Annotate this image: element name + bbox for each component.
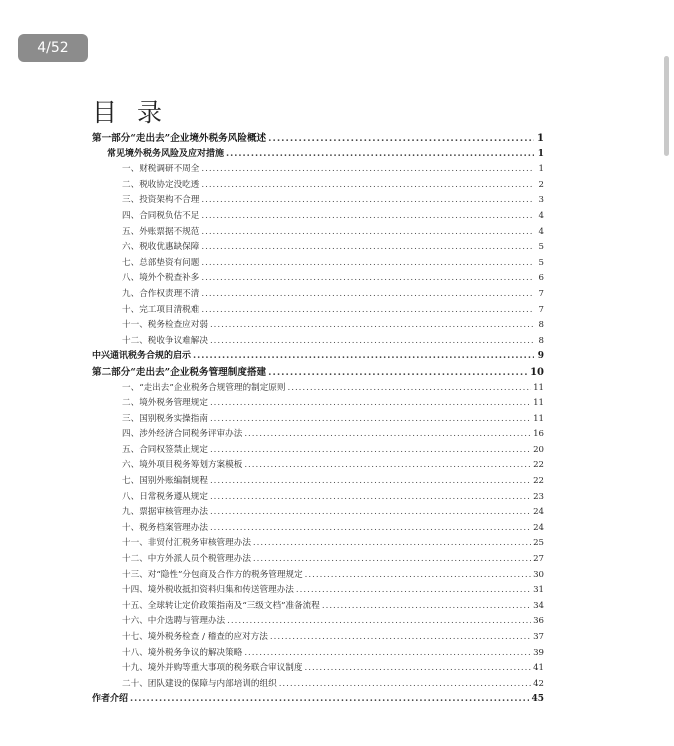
toc-section-heading[interactable] — [92, 349, 544, 365]
toc-entry-label: 十八、境外税务争议的解决策略 — [122, 647, 243, 658]
dot-leader — [201, 303, 534, 319]
toc-entry[interactable] — [92, 318, 544, 334]
dot-leader — [201, 256, 534, 272]
toc-page-number: 37 — [533, 632, 544, 642]
toc-entry-label: 十二、中方外派人员个税管理办法 — [122, 554, 251, 565]
toc-entry[interactable] — [92, 303, 544, 319]
dot-leader — [201, 287, 534, 303]
toc-entry-label: 八、日常税务遵从规定 — [122, 491, 208, 502]
dot-leader — [210, 396, 531, 412]
toc-entry-label: 第二部分“走出去”企业税务管理制度搭建 — [92, 366, 267, 378]
dot-leader — [244, 646, 531, 662]
toc-entry-label: 三、国别税务实操指南 — [122, 413, 208, 424]
toc-entry[interactable] — [92, 630, 544, 646]
dot-leader — [296, 583, 531, 599]
toc-page-number: 24 — [533, 507, 544, 518]
toc-entry-label: 二、境外税务管理规定 — [122, 398, 208, 409]
toc-entry-label: 六、境外项目税务筹划方案模板 — [122, 460, 243, 471]
dot-leader — [201, 240, 534, 256]
toc-entry-label: 四、涉外经济合同税务评审办法 — [122, 429, 243, 440]
dot-leader — [201, 162, 534, 178]
toc-page-number: 4 — [538, 210, 544, 221]
toc-entry-label: 一、“走出去”企业税务合规管理的制定原则 — [122, 382, 286, 393]
toc-entry[interactable] — [92, 458, 544, 474]
toc-entry-label: 九、合作权责理不清 — [122, 288, 200, 299]
dot-leader — [244, 458, 531, 474]
dot-leader — [244, 427, 531, 443]
toc-page-number: 39 — [533, 647, 544, 658]
dot-leader — [253, 552, 531, 568]
toc-page-number: 1 — [537, 148, 544, 159]
toc-entry-label: 十一、税务检查应对弱 — [122, 320, 208, 331]
dot-leader — [268, 365, 528, 381]
toc-section-heading[interactable] — [92, 692, 544, 708]
toc-page-number: 22 — [533, 460, 544, 471]
toc-entry-label: 第一部分“走出去”企业境外税务风险概述 — [92, 133, 267, 144]
toc-entry-label: 八、境外个税查补多 — [122, 273, 200, 284]
toc-page-number: 2 — [538, 179, 544, 190]
toc-entry[interactable] — [92, 193, 544, 209]
toc-page-number: 7 — [538, 288, 544, 299]
dot-leader — [201, 271, 534, 287]
toc-page-number: 22 — [533, 476, 544, 487]
toc-page-number: 30 — [533, 569, 544, 580]
dot-leader — [210, 505, 531, 521]
toc-section-heading[interactable] — [92, 147, 544, 163]
toc-entry-label: 十、完工项目清税难 — [122, 304, 200, 315]
dot-leader — [287, 381, 531, 397]
toc-entry-label: 十九、境外并购等重大事项的税务联合审议制度 — [122, 663, 303, 674]
dot-leader — [210, 474, 531, 490]
toc-entry[interactable] — [92, 178, 544, 194]
dot-leader — [253, 536, 531, 552]
toc-entry-label: 作者介绍 — [92, 694, 129, 705]
toc-entry[interactable] — [92, 521, 544, 537]
toc-page-number: 27 — [533, 554, 544, 565]
toc-part-heading[interactable] — [92, 131, 544, 147]
toc-entry-label: 常见境外税务风险及应对措施 — [107, 148, 225, 159]
dot-leader — [305, 568, 531, 584]
dot-leader — [201, 225, 534, 241]
dot-leader — [322, 599, 531, 615]
toc-page-number: 7 — [538, 304, 544, 315]
toc-page-number: 41 — [533, 663, 544, 674]
toc-title: 目 录 — [92, 98, 168, 127]
toc-entry[interactable] — [92, 427, 544, 443]
toc-page-number: 10 — [530, 366, 544, 378]
toc-part-heading[interactable] — [92, 365, 544, 381]
toc-entry-label: 七、国别外账编制规程 — [122, 476, 208, 487]
toc-page-number: 24 — [533, 522, 544, 533]
page-indicator: 4/52 — [18, 34, 88, 62]
toc-entry[interactable] — [92, 536, 544, 552]
dot-leader — [210, 412, 531, 428]
toc-entry[interactable] — [92, 505, 544, 521]
toc-page-number: 16 — [533, 429, 544, 440]
toc-entry[interactable] — [92, 583, 544, 599]
toc-entry[interactable] — [92, 474, 544, 490]
toc-entry[interactable] — [92, 381, 544, 397]
toc-entry[interactable] — [92, 209, 544, 225]
toc-entry-label: 十六、中介选聘与管理办法 — [122, 616, 226, 627]
toc-page-number: 11 — [533, 382, 544, 393]
toc-entry[interactable] — [92, 646, 544, 662]
toc-entry[interactable] — [92, 287, 544, 303]
toc-entry[interactable] — [92, 614, 544, 630]
toc-entry[interactable] — [92, 256, 544, 272]
toc-entry[interactable] — [92, 568, 544, 584]
toc-entry-label: 十二、税收争议难解决 — [122, 335, 208, 346]
dot-leader — [210, 443, 531, 459]
dot-leader — [270, 630, 531, 646]
toc-entry[interactable] — [92, 552, 544, 568]
toc-entry-label: 六、税收优惠缺保障 — [122, 242, 200, 253]
toc-entry-label: 十七、境外税务检查 / 稽查的应对方法 — [122, 632, 268, 642]
toc-page-number: 11 — [533, 398, 544, 409]
toc-entry[interactable] — [92, 412, 544, 428]
dot-leader — [226, 147, 534, 163]
toc-page-number: 6 — [538, 273, 544, 284]
toc-entry-label: 十五、全球转让定价政策指南及“三级文档”准备流程 — [122, 600, 320, 611]
dot-leader — [227, 614, 531, 630]
dot-leader — [130, 692, 529, 708]
toc-page-number: 8 — [538, 320, 544, 331]
toc-page-number: 8 — [538, 335, 544, 346]
dot-leader — [193, 349, 534, 365]
dot-leader — [210, 521, 531, 537]
dot-leader — [201, 193, 534, 209]
toc-page-number: 42 — [533, 678, 544, 689]
toc-page-number: 23 — [533, 491, 544, 502]
toc-page-number: 1 — [538, 164, 544, 175]
toc-page-number: 25 — [533, 538, 544, 549]
toc-entry[interactable] — [92, 225, 544, 241]
toc-page-number: 4 — [538, 226, 544, 237]
dot-leader — [210, 334, 534, 350]
toc-entry[interactable] — [92, 443, 544, 459]
toc-entry-label: 五、外账票据不规范 — [122, 226, 200, 237]
dot-leader — [201, 178, 534, 194]
dot-leader — [268, 131, 534, 147]
toc-page-number: 5 — [538, 257, 544, 268]
dot-leader — [201, 209, 534, 225]
toc-entry[interactable] — [92, 677, 544, 693]
toc-page-number: 45 — [531, 694, 544, 705]
toc-entry[interactable] — [92, 490, 544, 506]
toc-page-number: 3 — [538, 195, 544, 206]
toc-page-number: 20 — [533, 444, 544, 455]
toc-entry[interactable] — [92, 271, 544, 287]
toc-entry-label: 十、税务档案管理办法 — [122, 522, 208, 533]
toc-entry-label: 中兴通讯税务合规的启示 — [92, 351, 192, 362]
toc-entry-label: 五、合同权签禁止规定 — [122, 444, 208, 455]
toc-page-number: 31 — [533, 585, 544, 596]
scrollbar-thumb[interactable] — [664, 56, 669, 156]
toc-page-number: 5 — [538, 242, 544, 253]
toc-entry-label: 九、票据审核管理办法 — [122, 507, 208, 518]
toc-entry-label: 十四、境外税收抵扣资料归集和传送管理办法 — [122, 585, 294, 596]
toc-page-number: 11 — [533, 413, 544, 424]
dot-leader — [304, 661, 531, 677]
dot-leader — [279, 677, 531, 693]
toc-page-number: 34 — [533, 600, 544, 611]
toc-entry-label: 七、总部垫资有问题 — [122, 257, 200, 268]
dot-leader — [210, 318, 534, 334]
toc-entry[interactable] — [92, 661, 544, 677]
toc-entry[interactable] — [92, 334, 544, 350]
toc-entry-label: 二十、团队建设的保障与内部培训的组织 — [122, 678, 277, 689]
toc-entry[interactable] — [92, 162, 544, 178]
toc-page-number: 36 — [533, 616, 544, 627]
toc-entry[interactable] — [92, 240, 544, 256]
toc-entry-label: 二、税收协定没吃透 — [122, 179, 200, 190]
toc-entry[interactable] — [92, 599, 544, 615]
toc-entry-label: 四、合同税负估不足 — [122, 210, 200, 221]
toc-entry[interactable] — [92, 396, 544, 412]
toc-page-number: 9 — [537, 351, 544, 362]
toc-entry-label: 十三、对“隐性”分包商及合作方的税务管理规定 — [122, 569, 303, 580]
toc-entry-label: 三、投资架构不合理 — [122, 195, 200, 206]
table-of-contents — [92, 131, 544, 708]
toc-entry-label: 十一、非贸付汇税务审核管理办法 — [122, 538, 251, 549]
toc-entry-label: 一、财税调研不周全 — [122, 164, 200, 175]
toc-page-number: 1 — [537, 133, 544, 144]
dot-leader — [210, 490, 531, 506]
